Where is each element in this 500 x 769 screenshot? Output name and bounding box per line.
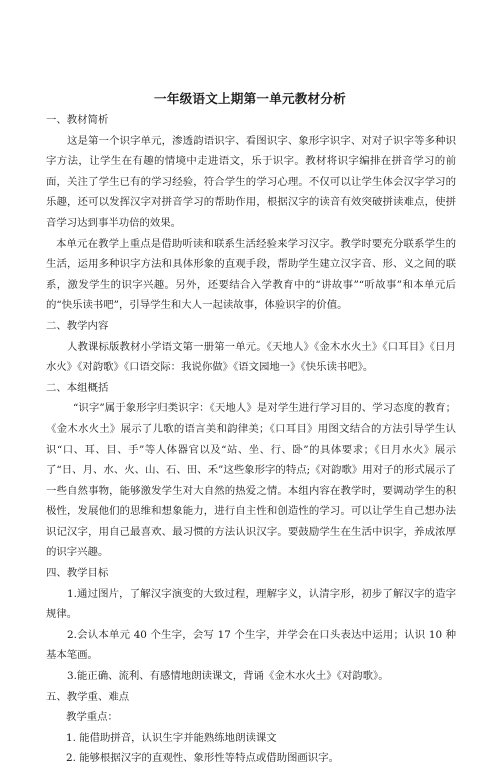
- section-heading-keypoints: 五、教学重、难点: [46, 690, 130, 703]
- overview-paragraph-1: 这是第一个识字单元，渗透韵语识字、看图识字、象形字识字、对对子识字等多种识字方法，让学生在有趣的情境中走进语文，乐于识字。教材将识字编排在拼音学习的前面，关注了学生已有的学习经验，符合学生的学习心理。不仅可以让学生体会汉字学习的乐趣，还可以发挥汉字对拼音学习的帮助作用，根据汉字的读音有效突破拼读难点，使拼音学习达到事半功倍的效果。: [46, 134, 456, 229]
- keypoint-item-1: 1. 能借助拼音，认识生字并能熟练地朗读课文: [66, 731, 277, 744]
- keypoint-item-2: 2. 能够根据汉字的直观性、象形性等特点或借助图画识字。: [66, 752, 339, 765]
- document-title: 一年级语文上期第一单元教材分析: [154, 91, 346, 106]
- section-heading-goals: 四、教学目标: [46, 567, 109, 580]
- section-heading-summary: 二、本组概括: [46, 381, 109, 394]
- keypoints-subheading: 教学重点：: [66, 711, 118, 724]
- summary-paragraph: “识字”属于象形字归类识字：《天地人》是对学生进行学习目的、学习态度的教育；《金木水火土》展示了儿歌的语言美和韵律美；《口耳目》用图文结合的方法引导学生认识“口、耳、目、手”等人体器官以及“站、坐、行、卧”的具体要求；《日月水火》展示了“日、月、水、火、山、石、田、禾”这些象形字的特点;《对韵歌》用对子的形式展示了一些自然事物，能够激发学生对大自然的热爱之情。本组内容在教学时，要调动学生的积极性，发展他们的思维和想象能力，进行自主性和创造性的学习。可以让学生自己想办法识记汉字，用自己最喜欢、最习惯的方法认识汉字。要鼓励学生在生活中识字，养成浓厚的识字兴趣。: [46, 402, 456, 559]
- overview-paragraph-2: 本单元在教学上重点是借助听读和联系生活经验来学习汉字。教学时要充分联系学生的生活，运用多种识字方法和具体形象的直观手段，帮助学生建立汉字音、形、义之间的联系，激发学生的识字兴趣。另外，还要结合入学教育中的“讲故事”“听故事”和本单元后的“快乐读书吧”，引导学生和大人一起读故事，体验识字的价值。: [46, 237, 456, 312]
- section-heading-content: 二、教学内容: [46, 319, 109, 332]
- goal-item-2: 2.会认本单元 40 个生字，会写 17 个生字，并学会在口头表达中运用；认识 10 种基本笔画。: [46, 628, 456, 662]
- content-paragraph: 人教课标版教材小学语文第一册第一单元。《天地人》《金木水火土》《口耳目》《日月水火》《对韵歌》《口语交际：我说你做》《语文园地一》《快乐读书吧》。: [46, 340, 456, 374]
- section-heading-overview: 一、教材简析: [46, 114, 109, 126]
- document-body: [46, 110, 456, 769]
- goal-item-1: 1.通过图片，了解汉字演变的大致过程，理解字义，认清字形，初步了解汉字的造字规律。: [46, 587, 456, 621]
- goal-item-3: 3.能正确、流利、有感情地朗读课文，背诵《金木水火土》《对韵歌》。: [67, 670, 389, 683]
